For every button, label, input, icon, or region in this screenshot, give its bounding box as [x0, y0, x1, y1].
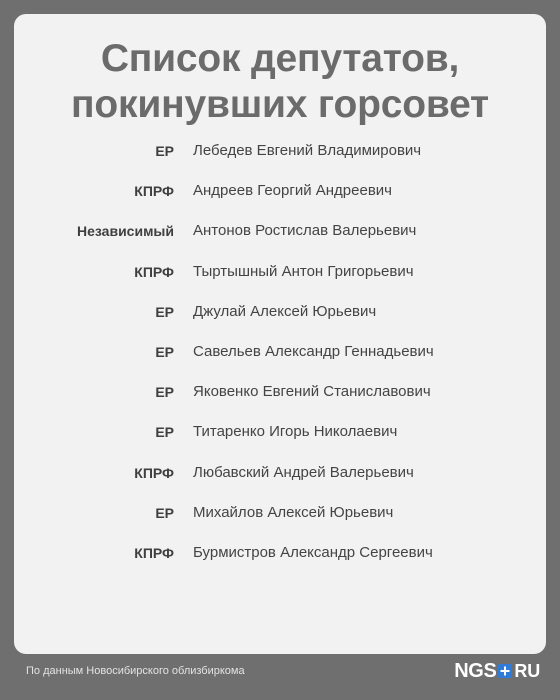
list-item — [14, 504, 546, 544]
title-line-1: Список депутатов, — [100, 37, 460, 80]
deputy-name: Михайлов Алексей Юрьевич — [193, 503, 394, 521]
deputy-name: Андреев Георгий Андреевич — [193, 182, 392, 200]
source-footnote: По данным Новосибирского облизбиркома — [26, 665, 245, 677]
card — [14, 14, 546, 654]
list-item — [14, 222, 546, 262]
list-item — [14, 423, 546, 463]
party-label: Независимый — [77, 223, 174, 240]
logo-ngs-text: NGS — [454, 660, 497, 682]
deputy-name: Савельев Александр Геннадьевич — [193, 342, 434, 360]
list-item — [14, 383, 546, 423]
party-label: ЕР — [155, 143, 174, 159]
party-label: КПРФ — [134, 183, 174, 200]
party-label: КПРФ — [134, 263, 174, 280]
party-label: ЕР — [155, 343, 174, 360]
party-label: КПРФ — [134, 464, 174, 481]
party-label: КПРФ — [134, 544, 174, 561]
deputy-name: Тыртышный Антон Григорьевич — [193, 262, 414, 280]
ngs-logo — [454, 659, 540, 683]
party-label: ЕР — [155, 424, 174, 441]
list-item — [14, 303, 546, 343]
party-label: ЕР — [155, 303, 174, 320]
party-label: ЕР — [155, 504, 174, 521]
deputies-list — [14, 142, 546, 584]
deputy-name: Бурмистров Александр Сергеевич — [193, 543, 433, 561]
list-item — [14, 182, 546, 222]
deputy-name: Лебедев Евгений Владимирович — [193, 142, 422, 159]
deputy-name: Титаренко Игорь Николаевич — [193, 423, 398, 441]
list-item — [14, 544, 546, 584]
list-item — [14, 343, 546, 383]
list-item — [14, 464, 546, 504]
list-item — [14, 263, 546, 303]
deputy-name: Любавский Андрей Валерьевич — [193, 463, 414, 481]
deputy-name: Джулай Алексей Юрьевич — [193, 302, 377, 320]
list-item — [14, 142, 546, 182]
party-label: ЕР — [155, 384, 174, 401]
plus-square-icon — [498, 664, 512, 678]
page-title — [14, 36, 546, 128]
logo-ru-text: RU — [514, 661, 540, 681]
deputy-name: Яковенко Евгений Станиславович — [193, 383, 431, 401]
title-line-2: покинувших горсовет — [71, 83, 489, 126]
deputy-name: Антонов Ростислав Валерьевич — [193, 222, 417, 240]
